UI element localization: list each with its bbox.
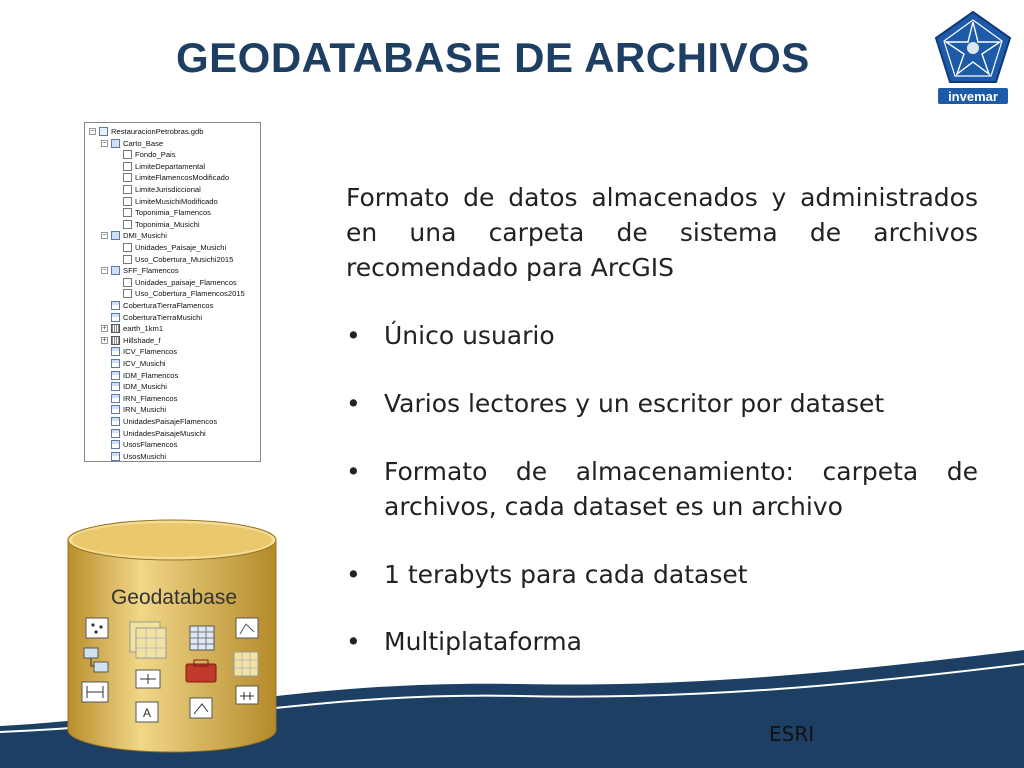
point-feature-icon: [86, 618, 108, 638]
table-icon: [111, 313, 120, 322]
collapse-icon[interactable]: −: [90, 128, 95, 135]
bullet-text: Varios lectores y un escritor por dataset: [384, 389, 885, 418]
intro-paragraph: Formato de datos almacenados y administrados en una carpeta de sistema de archivos recomendado para ArcGIS: [346, 183, 978, 282]
bullet-item: [346, 318, 978, 353]
tree-item-label: Unidades_Paisaje_Musichi: [135, 243, 227, 252]
tree-item-label: ICV_Musichi: [123, 359, 166, 368]
tree-item[interactable]: [123, 196, 218, 207]
expand-icon[interactable]: +: [102, 325, 107, 333]
tree-item-label: LimiteMusichiModificado: [135, 196, 218, 206]
bullet-marker: •: [346, 560, 361, 589]
raster-icon: [111, 336, 120, 345]
tree-item[interactable]: [111, 451, 166, 462]
tree-item[interactable]: [123, 254, 233, 265]
table-icon: [111, 382, 120, 391]
tree-item[interactable]: [111, 312, 202, 323]
tree-item-label: Toponimia_Musichi: [135, 219, 200, 229]
tree-item-label: ICV_Flamencos: [123, 347, 178, 357]
feature-class-icon: [123, 185, 132, 194]
tree-item[interactable]: [111, 300, 213, 311]
feature-dataset-icon: [111, 231, 120, 240]
topology-icon: [234, 652, 258, 676]
table-icon: [111, 347, 120, 356]
tree-item-label: UsosMusichi: [123, 451, 167, 461]
terrain-icon: [236, 686, 258, 704]
table-icon: [111, 417, 120, 426]
feature-class-icon: [123, 208, 132, 217]
tree-item[interactable]: [101, 323, 163, 334]
bullet-marker: •: [346, 457, 361, 486]
feature-class-icon: [123, 278, 132, 287]
feature-class-icon: [123, 162, 132, 171]
tree-item[interactable]: [123, 207, 211, 218]
geodatabase-icon: [99, 127, 108, 136]
tree-item[interactable]: [123, 149, 176, 160]
feature-class-icon: [123, 255, 132, 264]
tree-item-label: LimiteFlamencosModificado: [135, 173, 230, 183]
feature-class-icon: [123, 220, 132, 229]
tree-item-label: CoberturaTierraMusichi: [123, 312, 203, 322]
raster-icon: [111, 324, 120, 333]
table-icon: [111, 359, 120, 368]
tree-item-label: UnidadesPaisajeFlamencos: [123, 417, 218, 426]
tree-item-label: Fondo_Pais: [135, 150, 176, 160]
tree-item-label: LimiteDepartamental: [135, 161, 206, 171]
tree-item[interactable]: [111, 439, 177, 450]
table-icon: [111, 371, 120, 380]
bullet-text: Único usuario: [384, 321, 555, 350]
tree-item[interactable]: [111, 381, 167, 392]
feature-dataset-icon: [111, 139, 120, 148]
geodatabase-cylinder: [64, 518, 280, 754]
table-icon: [111, 429, 120, 438]
tree-item-label: IDM_Flamencos: [123, 370, 179, 380]
tree-item[interactable]: [123, 242, 226, 253]
tree-item-label: UnidadesPaisajeMusichi: [123, 428, 206, 438]
tree-item[interactable]: [101, 335, 161, 346]
tree-item[interactable]: [123, 161, 205, 172]
tree-item-label: LimiteJurisdiccional: [135, 185, 201, 194]
tree-item-label: Uso_Cobertura_Flamencos2015: [135, 289, 245, 299]
content-text: [346, 180, 978, 656]
bullet-text: 1 terabyts para cada dataset: [384, 560, 748, 589]
tree-item-label: Unidades_paisaje_Flamencos: [135, 277, 237, 287]
tree-item[interactable]: [111, 428, 206, 439]
tree-item[interactable]: [101, 138, 163, 149]
bullet-item: [346, 557, 978, 592]
cylinder-label: Geodatabase: [110, 586, 238, 609]
svg-text:A: A: [142, 706, 152, 720]
geometric-network-icon: [190, 698, 212, 718]
annotation-icon: [136, 702, 158, 722]
tree-item-label: Uso_Cobertura_Musichi2015: [135, 254, 234, 264]
dimension-icon: [82, 682, 108, 702]
source-credit: ESRI: [769, 722, 815, 746]
tree-item-label: DMI_Musichi: [123, 231, 167, 241]
map-frame-icon: [236, 618, 258, 638]
collapse-icon[interactable]: −: [102, 267, 107, 275]
tree-item-label: earth_1km1: [123, 324, 164, 334]
tree-item[interactable]: [111, 393, 177, 404]
feature-class-icon: [123, 150, 132, 159]
feature-class-icon: [123, 289, 132, 298]
tree-item[interactable]: [123, 219, 200, 230]
feature-class-icon: [123, 173, 132, 182]
tree-item[interactable]: [123, 184, 201, 195]
bullet-marker: •: [346, 627, 361, 656]
tree-item[interactable]: [101, 230, 167, 241]
network-icon: [136, 670, 160, 688]
bullet-marker: •: [346, 321, 361, 350]
tree-item[interactable]: [123, 277, 237, 288]
tree-item-label: Hillshade_f: [123, 335, 161, 345]
feature-class-icon: [123, 243, 132, 252]
table-icon: [111, 394, 120, 403]
bullet-text: Formato de almacenamiento: carpeta de archivos, cada dataset es un archivo: [384, 457, 978, 521]
tree-item[interactable]: [101, 265, 179, 276]
tree-item-label: IRN_Musichi: [123, 405, 167, 415]
expand-icon[interactable]: +: [102, 336, 107, 344]
tree-item[interactable]: [123, 288, 245, 299]
tree-item-label: UsosFlamencos: [123, 440, 178, 450]
bullet-text: Multiplataforma: [384, 627, 582, 656]
feature-class-icon: [123, 197, 132, 206]
tree-item[interactable]: [123, 172, 229, 183]
tree-item[interactable]: [111, 416, 217, 427]
tree-item-label: CoberturaTierraFlamencos: [123, 301, 214, 310]
tree-item-label: RestauracionPetrobras.gdb: [111, 127, 204, 136]
table-icon: [190, 626, 214, 650]
feature-dataset-icon: [111, 266, 120, 275]
bullet-item: [346, 386, 978, 421]
table-icon: [111, 440, 120, 449]
table-icon: [111, 301, 120, 310]
invemar-logo: [930, 8, 1016, 108]
tree-item[interactable]: [111, 404, 166, 415]
bullet-item: [346, 454, 978, 524]
bullet-marker: •: [346, 389, 361, 418]
tree-item-label: Toponimia_Flamencos: [135, 208, 211, 218]
catalog-tree: [84, 122, 261, 462]
collapse-icon[interactable]: −: [102, 139, 107, 147]
tree-item-label: Carto_Base: [123, 138, 164, 148]
tree-item[interactable]: [111, 358, 166, 369]
slide-title: GEODATABASE DE ARCHIVOS: [176, 34, 810, 81]
tree-item-label: IDM_Musichi: [123, 382, 167, 392]
table-icon: [111, 452, 120, 461]
tree-item-label: SFF_Flamencos: [123, 266, 179, 276]
tree-item[interactable]: [111, 370, 178, 381]
tree-item[interactable]: [111, 346, 177, 357]
table-icon: [111, 405, 120, 414]
collapse-icon[interactable]: −: [102, 232, 107, 240]
logo-text: invemar: [948, 89, 998, 104]
tree-item[interactable]: [89, 126, 203, 137]
tree-item-label: IRN_Flamencos: [123, 393, 178, 403]
